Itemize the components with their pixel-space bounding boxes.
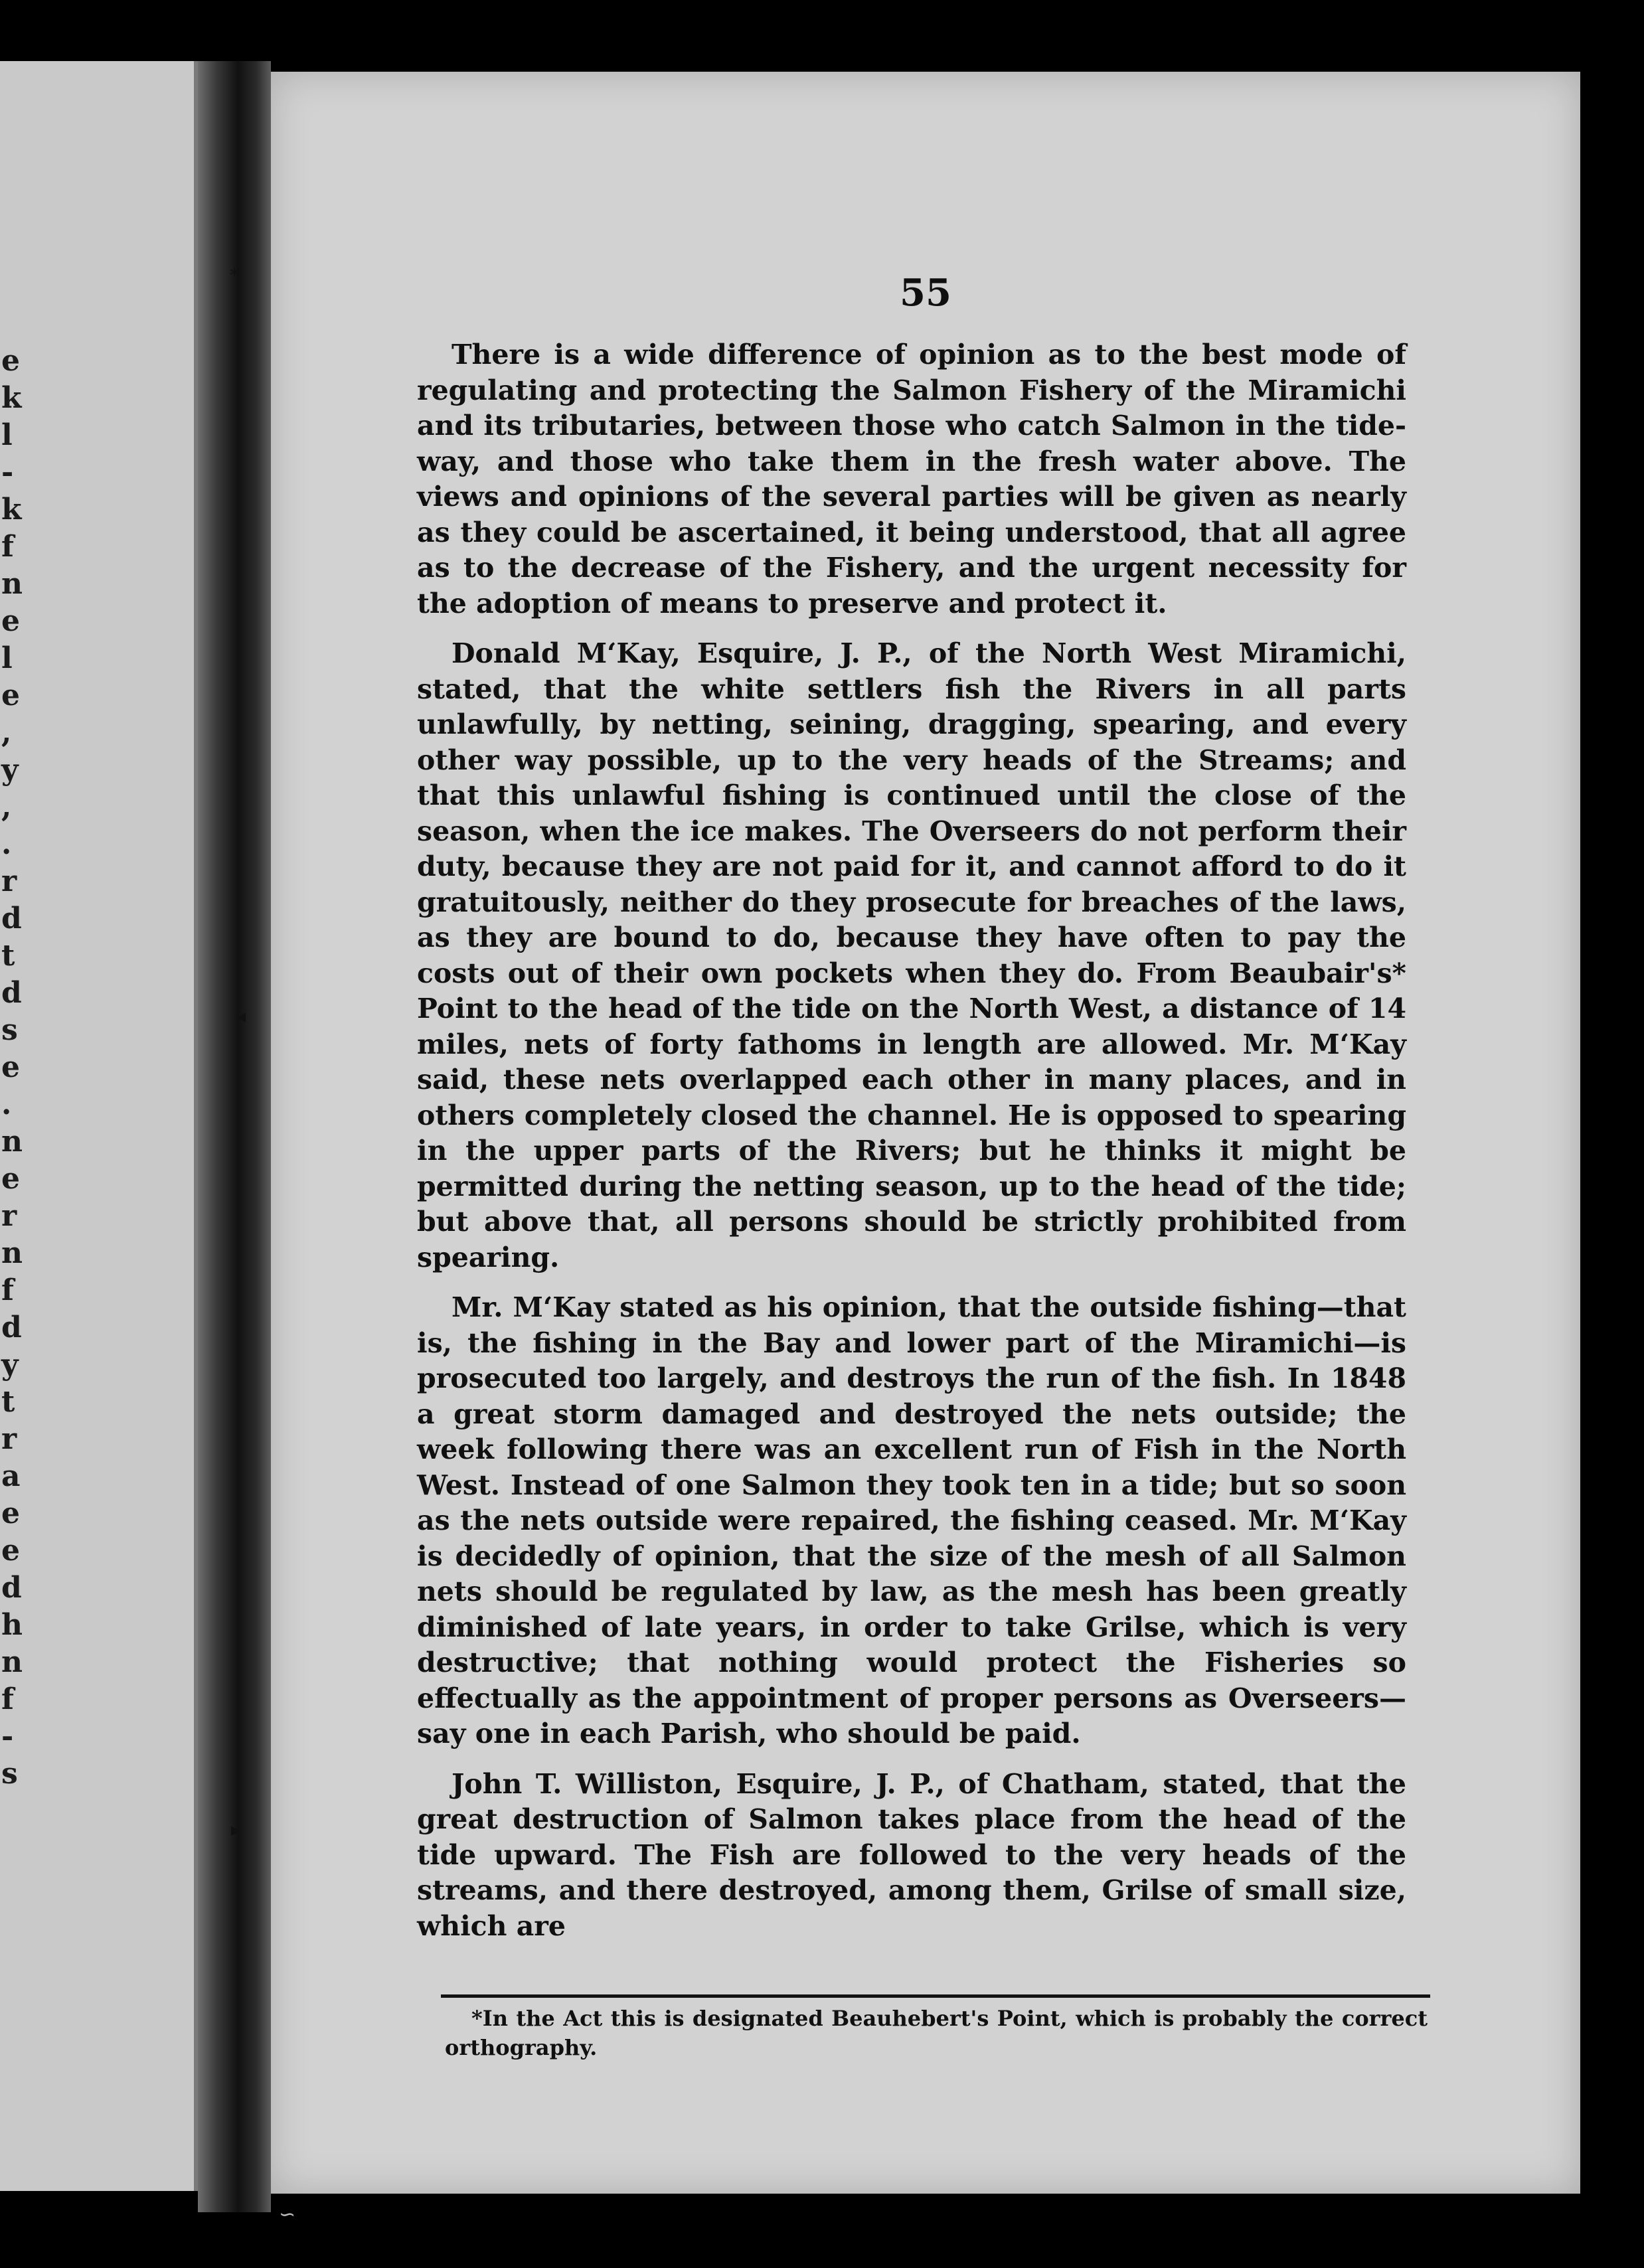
margin-letter: e xyxy=(1,679,20,712)
margin-letter: , xyxy=(1,790,12,824)
gutter-mark: ⁎ xyxy=(230,258,239,280)
margin-letter: . xyxy=(1,1088,12,1121)
margin-letter: - xyxy=(1,1720,14,1753)
margin-letter: h xyxy=(1,1608,23,1642)
margin-letter: e xyxy=(1,1050,20,1084)
paragraph: Mr. M‘Kay stated as his opinion, that the outside fishing—that is, the fishing in the Bay and lower part of the Miramichi—is prosecuted too largely, and destroys the run of the fish. In 1848 a great storm damaged and destroyed the nets outside; the week following there was an excellent run of Fish in the North West. Instead of one Salmon they took ten in a tide; but so soon as the nets outside were repaired, the fishing ceased. Mr. M‘Kay is decidedly of opinion, that the size of the mesh of all Salmon nets should be regulated by law, as the mesh has been greatly diminished of late years, in order to take Grilse, which is very destructive; that nothing would protect the Fisheries so effectually as the appointment of proper persons as Overseers—say one in each Parish, who should be paid. xyxy=(417,1291,1406,1749)
paragraph: John T. Williston, Esquire, J. P., of Chatham, stated, that the great destruction of Salmon takes place from the head of the tide upward. The Fish are followed to the very heads of the streams, and there destroyed, among them, Grilse of small size, which are xyxy=(417,1767,1406,1942)
margin-letter: t xyxy=(1,1385,15,1419)
margin-letter: n xyxy=(1,1645,23,1679)
book-page xyxy=(271,72,1580,2194)
margin-letter: r xyxy=(1,1199,17,1233)
margin-letter: d xyxy=(1,902,22,935)
margin-letter: e xyxy=(1,1534,20,1568)
margin-letter: d xyxy=(1,1571,22,1605)
left-facing-page xyxy=(0,61,198,2191)
margin-letter: r xyxy=(1,864,17,898)
gutter-mark: ◂ xyxy=(236,1005,246,1027)
margin-letter: a xyxy=(1,1459,21,1493)
margin-letter: k xyxy=(1,493,22,526)
paragraph: There is a wide difference of opinion as to the best mode of regulating and protecting the Salmon Fishery of the Miramichi and its tributaries, between those who catch Salmon in the tide-way, and those who take them in the fresh water above. The views and opinions of the several parties will be given as nearly as they could be ascertained, it being understood, that all agree as to the decrease of the Fishery, and the urgent necessity for the adoption of means to preserve and protect it. xyxy=(417,339,1406,619)
margin-letter: e xyxy=(1,1162,20,1196)
margin-letter: e xyxy=(1,1497,20,1530)
margin-letter: s xyxy=(1,1013,18,1047)
paragraph: Donald M‘Kay, Esquire, J. P., of the North West Miramichi, stated, that the white settlers fish the Rivers in all parts unlawfully, by netting, seining, dragging, spearing, and every other way possible, up to the very heads of the Streams; and that this unlawful fishing is continued until the close of the season, when the ice makes. The Overseers do not perform their duty, because they are not paid for it, and cannot afford to do it gratuitously, neither do they prosecute for breaches of the laws, as they are bound to do, because they have often to pay the costs out of their own pockets when they do. From Beaubair's* Point to the head of the tide on the North West, a distance of 14 miles, nets of forty fathoms in length are allowed. Mr. M‘Kay said, these nets overlapped each other in many places, and in others completely closed the channel. He is opposed to spearing in the upper parts of the Rivers; but he thinks it might be permitted during the netting season, up to the head of the tide; but above that, all persons should be strictly prohibited from spearing. xyxy=(417,637,1406,1273)
left-page-margin-letters xyxy=(0,61,23,2191)
margin-letter: n xyxy=(1,567,23,601)
margin-letter: f xyxy=(1,1682,14,1716)
margin-letter: t xyxy=(1,939,15,973)
margin-letter: . xyxy=(1,827,12,861)
footnote xyxy=(445,2004,1428,2062)
margin-letter: r xyxy=(1,1422,17,1456)
margin-letter: n xyxy=(1,1125,23,1159)
margin-letter: n xyxy=(1,1236,23,1270)
gutter-mark: ▸ xyxy=(231,1819,241,1840)
margin-letter: d xyxy=(1,976,22,1010)
margin-letter: l xyxy=(1,641,13,675)
body-text xyxy=(417,337,1406,1959)
margin-letter: s xyxy=(1,1757,18,1791)
margin-letter: e xyxy=(1,604,20,638)
margin-letter: - xyxy=(1,455,14,489)
margin-letter: d xyxy=(1,1311,22,1344)
footnote-rule xyxy=(441,1994,1430,1998)
margin-letter: y xyxy=(1,1348,19,1382)
margin-letter: y xyxy=(1,753,19,787)
margin-letter: f xyxy=(1,530,14,564)
footnote-text: *In the Act this is designated Beauhebert's Point, which is probably the correct orthography. xyxy=(445,2006,1428,2060)
margin-letter: e xyxy=(1,344,20,378)
margin-letter: f xyxy=(1,1273,14,1307)
margin-letter: , xyxy=(1,716,12,750)
page-number: 55 xyxy=(900,271,951,315)
margin-letter: k xyxy=(1,381,22,415)
scan-edge-mark: ∽ xyxy=(279,2203,296,2226)
margin-letter: l xyxy=(1,418,13,452)
book-gutter xyxy=(198,61,271,2212)
